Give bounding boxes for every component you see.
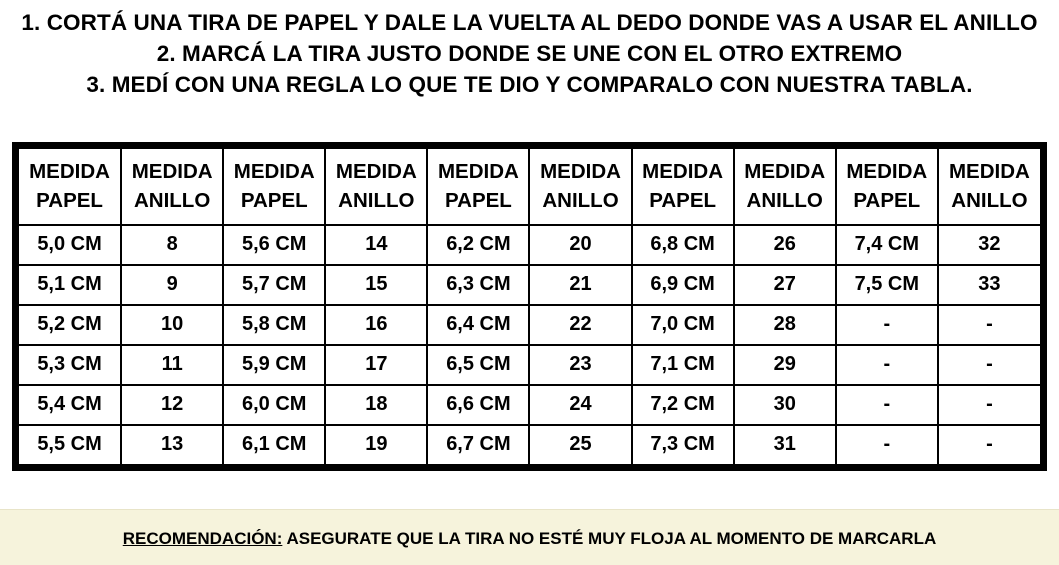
table-cell: 5,1 CM	[19, 265, 121, 305]
table-cell: 6,3 CM	[427, 265, 529, 305]
header-line-1: MEDIDA	[29, 159, 110, 183]
table-cell: 11	[121, 345, 223, 385]
table-cell: 30	[734, 385, 836, 425]
table-cell: -	[836, 385, 938, 425]
header-line-1: MEDIDA	[948, 159, 1030, 183]
header-line-2: PAPEL	[445, 189, 512, 213]
table-cell: -	[836, 345, 938, 385]
table-header-cell	[223, 149, 325, 225]
table-cell: 7,3 CM	[632, 425, 734, 464]
table-cell: 22	[529, 305, 631, 345]
table-row	[19, 345, 1040, 385]
table-cell: 27	[734, 265, 836, 305]
table-cell: 25	[529, 425, 631, 464]
table-cell: -	[938, 305, 1040, 345]
table-header-cell	[836, 149, 938, 225]
table-cell: 18	[325, 385, 427, 425]
table-cell: 6,1 CM	[223, 425, 325, 464]
table-cell: 5,8 CM	[223, 305, 325, 345]
footer-text	[0, 510, 1059, 549]
instruction-line-1: 1. CORTÁ UNA TIRA DE PAPEL Y DALE LA VUELTA AL DEDO DONDE VAS A USAR EL ANILLO	[21, 10, 1038, 35]
header-line-1: MEDIDA	[846, 159, 928, 183]
table-cell: 7,5 CM	[836, 265, 938, 305]
table-row	[19, 305, 1040, 345]
table-cell: 5,6 CM	[223, 225, 325, 265]
table-header-row	[19, 149, 1040, 225]
footer-banner	[0, 509, 1059, 565]
table-cell: 19	[325, 425, 427, 464]
table-header-cell	[427, 149, 529, 225]
table-cell: 33	[938, 265, 1040, 305]
table-row	[19, 265, 1040, 305]
header-line-1: MEDIDA	[233, 159, 315, 183]
table-row	[19, 225, 1040, 265]
table-cell: 6,2 CM	[427, 225, 529, 265]
table-row	[19, 425, 1040, 464]
table-cell: 6,9 CM	[632, 265, 734, 305]
table-cell: -	[836, 305, 938, 345]
header-line-1: MEDIDA	[540, 159, 621, 183]
header-line-1: MEDIDA	[437, 159, 519, 183]
table-cell: 8	[121, 225, 223, 265]
table-cell: 5,4 CM	[19, 385, 121, 425]
table-cell: 5,3 CM	[19, 345, 121, 385]
table-cell: 24	[529, 385, 631, 425]
instructions-block	[0, 0, 1059, 100]
table-cell: 31	[734, 425, 836, 464]
table-cell: 12	[121, 385, 223, 425]
table-cell: 5,9 CM	[223, 345, 325, 385]
table-header-cell	[325, 149, 427, 225]
header-line-1: MEDIDA	[131, 159, 213, 183]
table-header-cell	[938, 149, 1040, 225]
table-cell: 6,5 CM	[427, 345, 529, 385]
table-header-cell	[121, 149, 223, 225]
table-cell: 16	[325, 305, 427, 345]
table-cell: 28	[734, 305, 836, 345]
header-line-2: ANILLO	[133, 189, 211, 213]
table-cell: 29	[734, 345, 836, 385]
table-cell: 15	[325, 265, 427, 305]
table-cell: 6,6 CM	[427, 385, 529, 425]
ring-size-table	[12, 142, 1047, 471]
table-cell: 7,4 CM	[836, 225, 938, 265]
table-cell: 32	[938, 225, 1040, 265]
header-line-1: MEDIDA	[744, 159, 826, 183]
instruction-line-3: 3. MEDÍ CON UNA REGLA LO QUE TE DIO Y COMPARALO CON NUESTRA TABLA.	[86, 71, 973, 97]
header-line-2: PAPEL	[649, 189, 717, 213]
table-cell: -	[938, 385, 1040, 425]
table-cell: -	[938, 345, 1040, 385]
table-header-cell	[19, 149, 121, 225]
table-cell: 6,8 CM	[632, 225, 734, 265]
table-cell: 7,2 CM	[632, 385, 734, 425]
table-header-cell	[632, 149, 734, 225]
header-line-2: ANILLO	[746, 189, 823, 213]
table-cell: 7,0 CM	[632, 305, 734, 345]
table-cell: 5,7 CM	[223, 265, 325, 305]
table-cell: 6,0 CM	[223, 385, 325, 425]
header-line-2: PAPEL	[240, 189, 308, 213]
table-cell: 5,0 CM	[19, 225, 121, 265]
footer-label: RECOMENDACIÓN:	[122, 529, 283, 548]
table-cell: 9	[121, 265, 223, 305]
table-row	[19, 385, 1040, 425]
table-cell: 20	[529, 225, 631, 265]
table-cell: 7,1 CM	[632, 345, 734, 385]
footer-message: ASEGURATE QUE LA TIRA NO ESTÉ MUY FLOJA AL MOMENTO DE MARCARLA	[282, 529, 937, 548]
table-cell: 23	[529, 345, 631, 385]
header-line-2: ANILLO	[542, 189, 619, 213]
header-line-2: ANILLO	[951, 189, 1028, 213]
instruction-line-2: 2. MARCÁ LA TIRA JUSTO DONDE SE UNE CON EL OTRO EXTREMO	[156, 40, 903, 66]
table-cell: -	[836, 425, 938, 464]
table-cell: 5,2 CM	[19, 305, 121, 345]
header-line-2: PAPEL	[853, 189, 921, 213]
table-cell: 6,7 CM	[427, 425, 529, 464]
header-line-1: MEDIDA	[642, 159, 724, 183]
table-cell: 26	[734, 225, 836, 265]
table-cell: 10	[121, 305, 223, 345]
table-header-cell	[529, 149, 631, 225]
header-line-2: ANILLO	[338, 189, 415, 213]
header-line-2: PAPEL	[36, 189, 103, 213]
table-cell: 6,4 CM	[427, 305, 529, 345]
table-header-cell	[734, 149, 836, 225]
table-cell: -	[938, 425, 1040, 464]
table-cell: 17	[325, 345, 427, 385]
header-line-1: MEDIDA	[335, 159, 417, 183]
table-cell: 5,5 CM	[19, 425, 121, 464]
table-cell: 13	[121, 425, 223, 464]
table-cell: 14	[325, 225, 427, 265]
table-cell: 21	[529, 265, 631, 305]
